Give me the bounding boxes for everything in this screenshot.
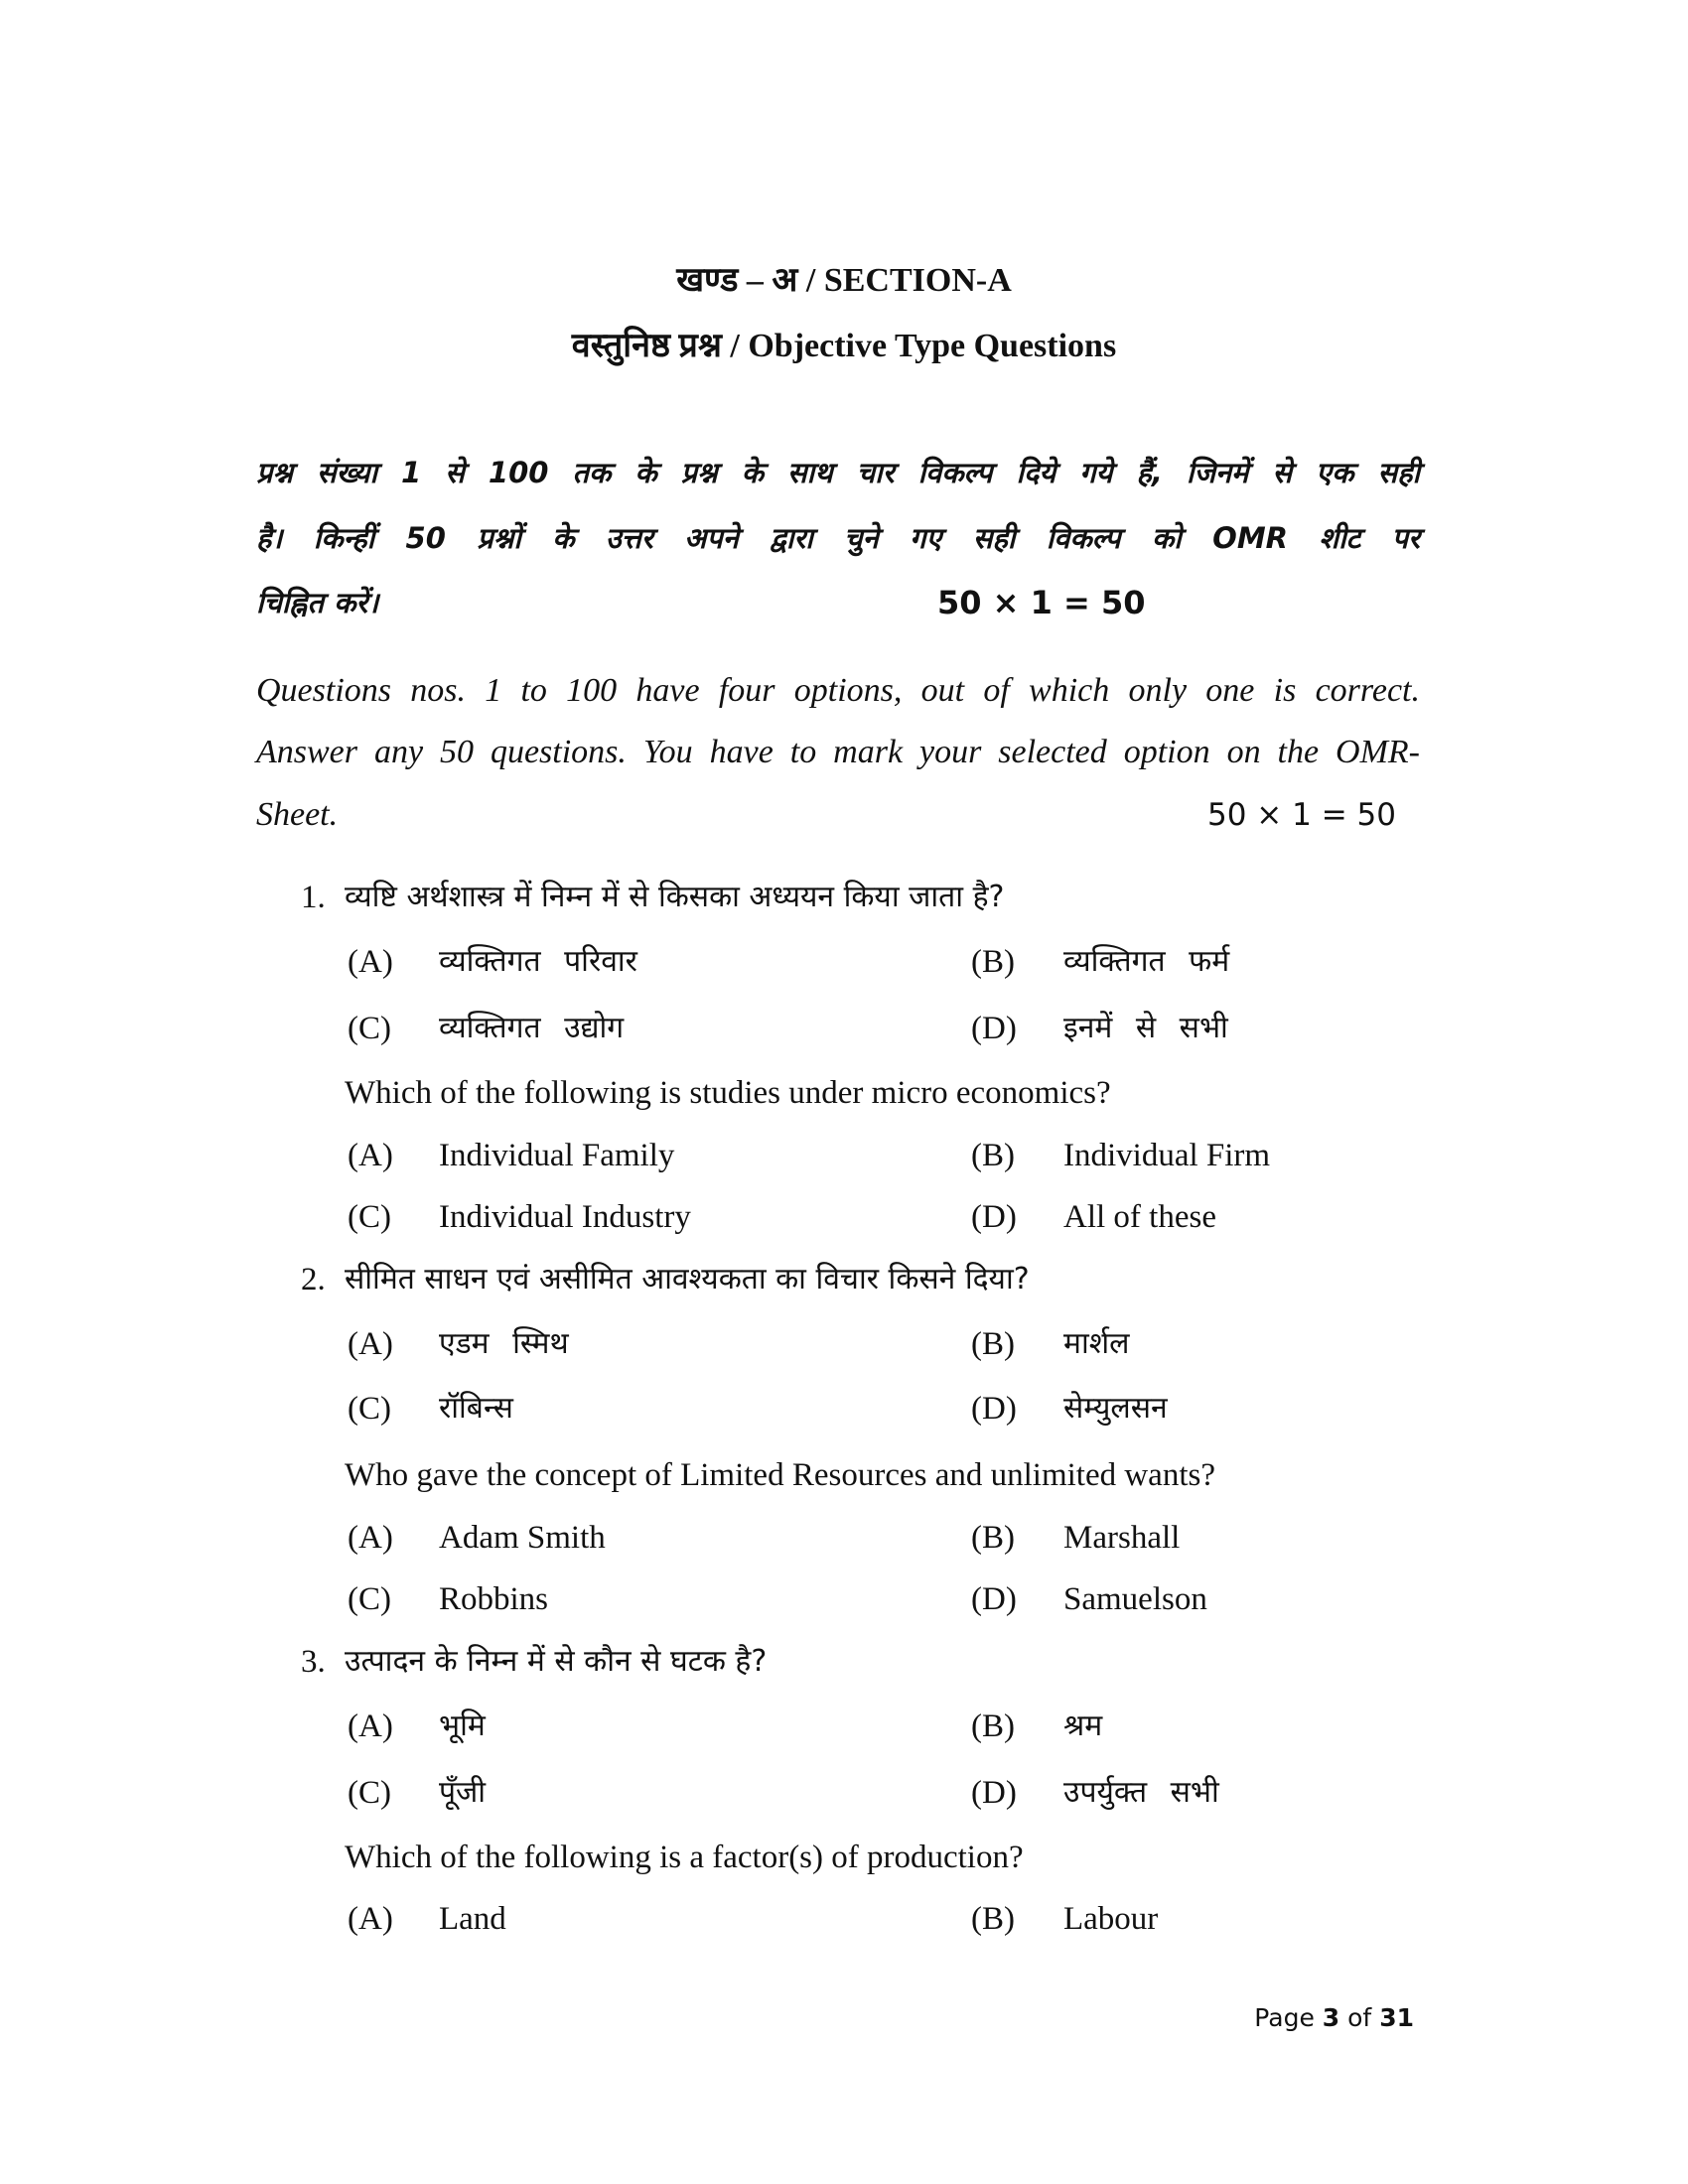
page-prefix: Page bbox=[1254, 2003, 1315, 2032]
option-label: (D) bbox=[971, 1581, 1017, 1617]
option-text: इनमें से सभी bbox=[1063, 1011, 1228, 1045]
option-text: मार्शल bbox=[1063, 1326, 1130, 1361]
question-number: 1. bbox=[301, 880, 326, 915]
option-label: (C) bbox=[348, 1011, 391, 1046]
page-number bbox=[1254, 2003, 1414, 2033]
option-label: (C) bbox=[348, 1199, 391, 1235]
hindi-instruction-line-3: चिह्नित करें। bbox=[256, 586, 379, 619]
option-text: एडम स्मिथ bbox=[439, 1326, 569, 1361]
hindi-instruction-line-2: है। किन्हीं 50 प्रश्नों के उत्तर अपने द्वारा चुने गए सही विकल्प को OMR शीट पर bbox=[256, 521, 1420, 555]
option-label: (A) bbox=[348, 1520, 393, 1556]
option-text: सेम्युलसन bbox=[1063, 1391, 1168, 1426]
option-text: Adam Smith bbox=[439, 1520, 606, 1556]
question-text-english: Which of the following is studies under micro economics? bbox=[345, 1075, 1111, 1111]
english-instruction-line-1: Questions nos. 1 to 100 have four options, out of which only one is correct. bbox=[256, 672, 1420, 709]
page-of: of bbox=[1347, 2003, 1372, 2032]
option-label: (B) bbox=[971, 1138, 1015, 1173]
question-text-hindi: सीमित साधन एवं असीमित आवश्यकता का विचार किसने दिया? bbox=[345, 1262, 1030, 1297]
question-number: 3. bbox=[301, 1644, 326, 1680]
option-text: Individual Family bbox=[439, 1138, 675, 1173]
question-text-english: Who gave the concept of Limited Resources and unlimited wants? bbox=[345, 1457, 1215, 1493]
option-label: (C) bbox=[348, 1775, 391, 1811]
option-label: (A) bbox=[348, 1138, 393, 1173]
option-label: (D) bbox=[971, 1775, 1017, 1811]
option-label: (B) bbox=[971, 944, 1015, 980]
hindi-marks: 50 × 1 = 50 bbox=[937, 584, 1146, 621]
option-text: All of these bbox=[1063, 1199, 1216, 1235]
section-subheading: वस्तुनिष्ठ प्रश्न / Objective Type Questions bbox=[571, 328, 1117, 364]
option-label: (B) bbox=[971, 1326, 1015, 1362]
option-label: (D) bbox=[971, 1011, 1017, 1046]
option-label: (C) bbox=[348, 1391, 391, 1427]
option-label: (A) bbox=[348, 1326, 393, 1362]
option-label: (B) bbox=[971, 1708, 1015, 1744]
option-text: Individual Firm bbox=[1063, 1138, 1271, 1173]
option-label: (B) bbox=[971, 1901, 1015, 1937]
option-text: व्यक्तिगत परिवार bbox=[439, 944, 637, 979]
option-label: (C) bbox=[348, 1581, 391, 1617]
option-text: Samuelson bbox=[1063, 1581, 1207, 1617]
option-text: उपर्युक्त सभी bbox=[1063, 1775, 1219, 1810]
option-text: Individual Industry bbox=[439, 1199, 691, 1235]
english-instruction-line-2: Answer any 50 questions. You have to mark your selected option on the OMR- bbox=[256, 734, 1420, 770]
section-heading: खण्ड – अ / SECTION-A bbox=[676, 262, 1012, 299]
question-text-hindi: उत्पादन के निम्न में से कौन से घटक है? bbox=[345, 1644, 768, 1679]
option-label: (A) bbox=[348, 944, 393, 980]
option-text: Labour bbox=[1063, 1901, 1159, 1937]
option-text: Marshall bbox=[1063, 1520, 1181, 1556]
option-text: व्यक्तिगत उद्योग bbox=[439, 1011, 625, 1045]
option-text: रॉबिन्स bbox=[439, 1391, 513, 1426]
option-text: पूँजी bbox=[439, 1775, 487, 1810]
option-label: (A) bbox=[348, 1708, 393, 1744]
option-text: भूमि bbox=[439, 1708, 486, 1743]
option-label: (B) bbox=[971, 1520, 1015, 1556]
option-text: Robbins bbox=[439, 1581, 549, 1617]
question-text-english: Which of the following is a factor(s) of production? bbox=[345, 1840, 1024, 1875]
page-current: 3 bbox=[1322, 2003, 1340, 2032]
option-text: Land bbox=[439, 1901, 506, 1937]
option-label: (D) bbox=[971, 1391, 1017, 1427]
hindi-instruction-line-1: प्रश्न संख्या 1 से 100 तक के प्रश्न के साथ चार विकल्प दिये गये हैं, जिनमें से एक सही bbox=[256, 456, 1420, 489]
option-label: (A) bbox=[348, 1901, 393, 1937]
option-text: श्रम bbox=[1063, 1708, 1103, 1743]
question-text-hindi: व्यष्टि अर्थशास्त्र में निम्न में से किसका अध्ययन किया जाता है? bbox=[345, 880, 1005, 914]
question-number: 2. bbox=[301, 1262, 326, 1297]
page-total: 31 bbox=[1379, 2003, 1414, 2032]
option-label: (D) bbox=[971, 1199, 1017, 1235]
english-marks: 50 × 1 = 50 bbox=[1207, 797, 1396, 833]
option-text: व्यक्तिगत फर्म bbox=[1063, 944, 1230, 979]
english-instruction-line-3: Sheet. bbox=[256, 796, 339, 833]
